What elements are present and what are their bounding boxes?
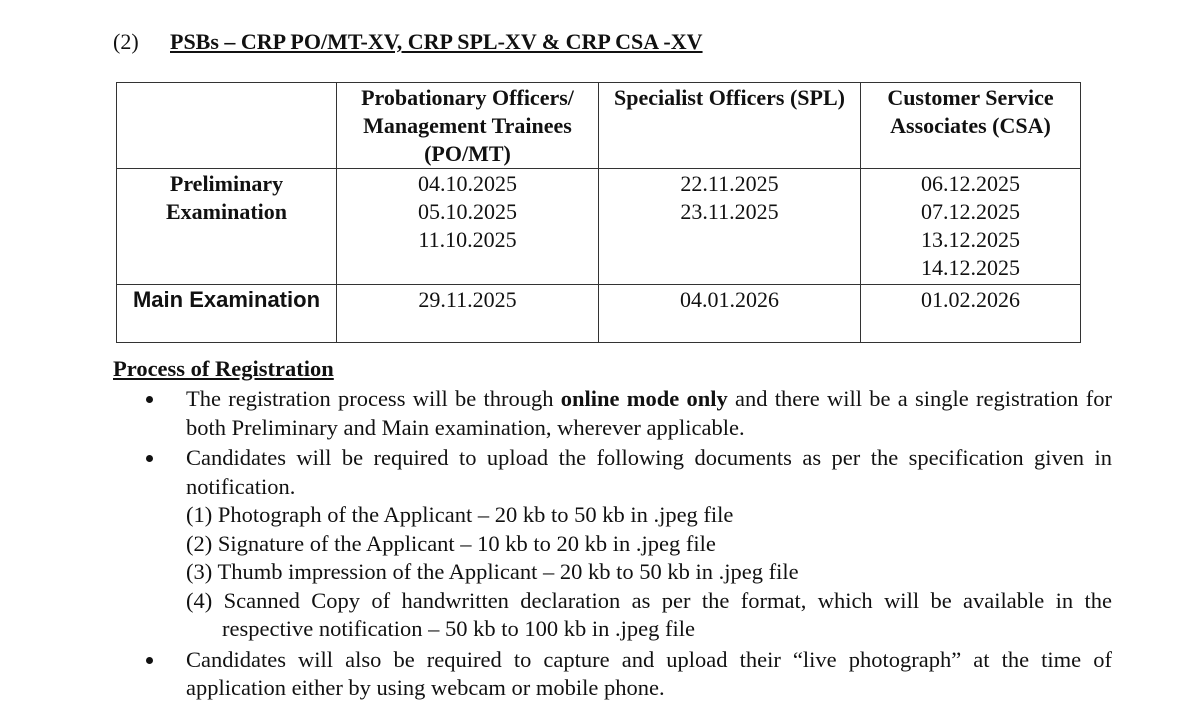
bullet-bold-text: online mode only bbox=[560, 386, 728, 411]
registration-bullet-list bbox=[186, 385, 1112, 703]
date-value: 05.10.2025 bbox=[418, 199, 517, 224]
cell-main-csa bbox=[861, 285, 1081, 343]
list-item bbox=[186, 385, 1112, 442]
bullet-text: Candidates will also be required to capture and upload their “live photograph” at the time of application either by using webcam or mobile phone. bbox=[186, 646, 1112, 700]
section-number: (2) bbox=[113, 29, 139, 54]
bullet-text: Candidates will be required to upload the following documents as per the specification given in notification. bbox=[186, 445, 1112, 499]
cell-preliminary-spl bbox=[599, 169, 861, 285]
document-item: (3) Thumb impression of the Applicant – 20 kb to 50 kb in .jpeg file bbox=[186, 559, 799, 584]
bullet-icon bbox=[146, 455, 153, 462]
cell-main-spl bbox=[599, 285, 861, 343]
date-value: 07.12.2025 bbox=[921, 199, 1020, 224]
date-value: 22.11.2025 bbox=[680, 171, 779, 196]
list-item bbox=[186, 444, 1112, 644]
date-value: 04.01.2026 bbox=[680, 287, 779, 312]
bullet-icon bbox=[146, 657, 153, 664]
table-header-row bbox=[117, 83, 1081, 169]
document-item: (4) Scanned Copy of handwritten declaration as per the format, which will be available in the respective notification – 50 kb to 100 kb in .jpeg file bbox=[186, 587, 1112, 641]
bullet-text: and there will be a single registration for both Preliminary and Main examination, wherever applicable. bbox=[186, 386, 1112, 440]
exam-schedule-table bbox=[116, 82, 1081, 343]
cell-preliminary-csa bbox=[861, 169, 1081, 285]
date-value: 04.10.2025 bbox=[418, 171, 517, 196]
document-list bbox=[186, 501, 1112, 644]
table-row bbox=[117, 285, 1081, 343]
cell-preliminary-po-mt bbox=[337, 169, 599, 285]
date-value: 29.11.2025 bbox=[418, 287, 517, 312]
document-item: (1) Photograph of the Applicant – 20 kb to 50 kb in .jpeg file bbox=[186, 502, 734, 527]
date-value: 23.11.2025 bbox=[680, 199, 779, 224]
section-heading bbox=[113, 28, 703, 57]
column-header-po-mt: Probationary Officers/ Management Trainees (PO/MT) bbox=[337, 83, 599, 169]
bullet-icon bbox=[146, 396, 153, 403]
section-title: PSBs – CRP PO/MT-XV, CRP SPL-XV & CRP CSA -XV bbox=[170, 29, 703, 54]
bullet-text: The registration process will be through bbox=[186, 386, 561, 411]
row-header-preliminary: Preliminary Examination bbox=[117, 169, 337, 285]
column-header-csa: Customer Service Associates (CSA) bbox=[861, 83, 1081, 169]
document-item: (2) Signature of the Applicant – 10 kb to 20 kb in .jpeg file bbox=[186, 530, 716, 556]
cell-main-po-mt bbox=[337, 285, 599, 343]
process-registration-title: Process of Registration bbox=[113, 356, 334, 381]
date-value: 11.10.2025 bbox=[418, 227, 517, 252]
column-header-spl: Specialist Officers (SPL) bbox=[599, 83, 861, 169]
date-value: 13.12.2025 bbox=[921, 227, 1020, 252]
list-item bbox=[186, 646, 1112, 703]
empty-corner-cell bbox=[117, 83, 337, 169]
date-value: 01.02.2026 bbox=[921, 287, 1020, 312]
date-value: 06.12.2025 bbox=[921, 171, 1020, 196]
date-value: 14.12.2025 bbox=[921, 255, 1020, 280]
table-row bbox=[117, 169, 1081, 285]
row-header-main: Main Examination bbox=[117, 285, 337, 343]
